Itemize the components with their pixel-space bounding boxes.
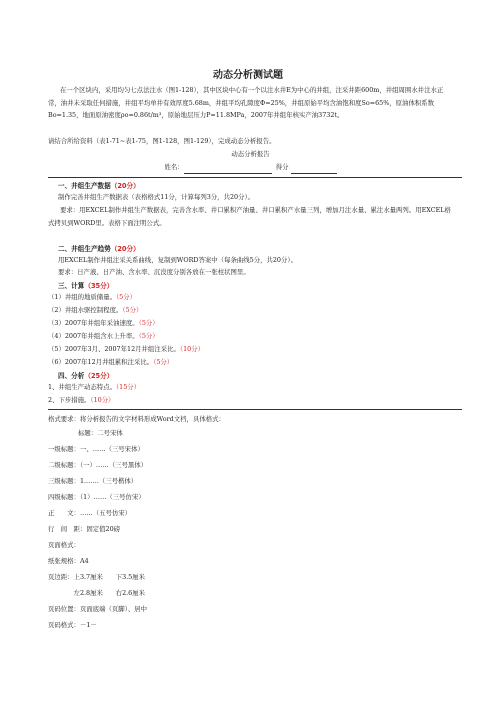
format-line: 页面格式： [48, 541, 80, 549]
format-line: 一级标题：一、……（三号宋体） [48, 445, 144, 453]
section-2-text-1: 用EXCEL制作井组注采关系曲线，复制到WORD答案中（每条曲线5分，共20分）。 [58, 256, 297, 264]
format-line: 页边距：上3.7厘米 下3.5厘米 [48, 573, 146, 581]
name-blank [184, 166, 272, 174]
format-line: 四级标题：（1）……（三号仿宋） [48, 493, 145, 501]
name-label: 姓名： [164, 163, 184, 171]
instruction-paragraph: 请结合所给资料（表1-71~表1-75，图1-128，图1-129），完成动态分析报告。 [48, 137, 276, 145]
section-2-text-2: 要求：日产液、日产油、含水率、沉没度分别各放在一张柱状图里。 [58, 268, 250, 276]
score-label: 得分 [275, 163, 289, 171]
format-line: 纸张规格：A4 [48, 557, 89, 565]
section-1-text-2: 要求：用EXCEL制作井组生产数据表，完善含水率、井口累积产油量、井口累积产水量三列，增加月注水量、累注水量两列。用EXCEL格式拷贝到WORD里。表格下面注明公式。 [48, 206, 451, 227]
calc-item: （4）2007年井组含水上升率。（5分） [48, 332, 159, 340]
section-1-text-1: 制作完善井组生产数据表（表格格式11分，计算每列3分，共20分）。 [58, 193, 255, 201]
calc-item: （3）2007年井组年采油速度。（5分） [48, 319, 159, 327]
calc-item: （5）2007年3月、2007年12月井组注采比。（10分） [48, 345, 204, 353]
format-line: 三级标题：1.……（三号楷体） [48, 477, 138, 485]
calc-item: （6）2007年12月井组累积注采比。（5分） [48, 358, 174, 366]
format-line: 正 文：……（五号仿宋） [48, 509, 132, 517]
section-3-title: 三、计算（35分） [58, 282, 114, 290]
calc-item: （1）井组的地质储量。（5分） [48, 293, 137, 301]
analysis-item: 2、下步措施。（10分） [48, 396, 115, 404]
divider-top [48, 177, 462, 178]
format-line: 行 间 距：固定值20磅 [48, 525, 121, 533]
score-blank [291, 166, 337, 174]
format-intro: 格式要求：将分析报告的文字材料形成Word文档，具体格式： [48, 415, 225, 423]
calc-item: （2）井组水驱控制程度。（5分） [48, 306, 143, 314]
page-title: 动态分析测试题 [213, 70, 283, 81]
divider-bottom [48, 409, 462, 410]
format-heading-line: 标题：二号宋体 [78, 429, 123, 437]
report-heading: 动态分析报告 [231, 150, 270, 158]
name-score-line [48, 161, 453, 174]
format-line: 页码位置：页面底端（页脚）、居中 [48, 605, 148, 613]
format-line: 页码格式：－1－ [48, 621, 97, 629]
section-2-title: 二、井组生产趋势（20分） [58, 245, 140, 253]
analysis-item: 1、井组生产动态特点。（15分） [48, 383, 141, 391]
format-line: 左2.8厘米 右2.6厘米 [48, 589, 146, 597]
format-line: 二级标题：（一）……（三号黑体） [48, 461, 148, 469]
section-1-title: 一、井组生产数据（20分） [58, 182, 140, 190]
intro-paragraph: 在一个区块内，采用均匀七点法注水（图1-128），其中区块中心有一个以注水井E为中心的井组，注采井距600m，井组周围水井注水正常，油井未采取任何措施，井组平均单井有效厚度5.68m，井组平均孔隙度Φ=25%，井组原始平均含油饱和度So=65%，原油体积系数Bo=1.35，地面原油密度ρo=0.86t/m³，原始地层压力P=11.8MPa，2007年井组年核实产油3732t。 [48, 86, 444, 120]
section-4-title: 四、分析（25分） [58, 372, 114, 380]
